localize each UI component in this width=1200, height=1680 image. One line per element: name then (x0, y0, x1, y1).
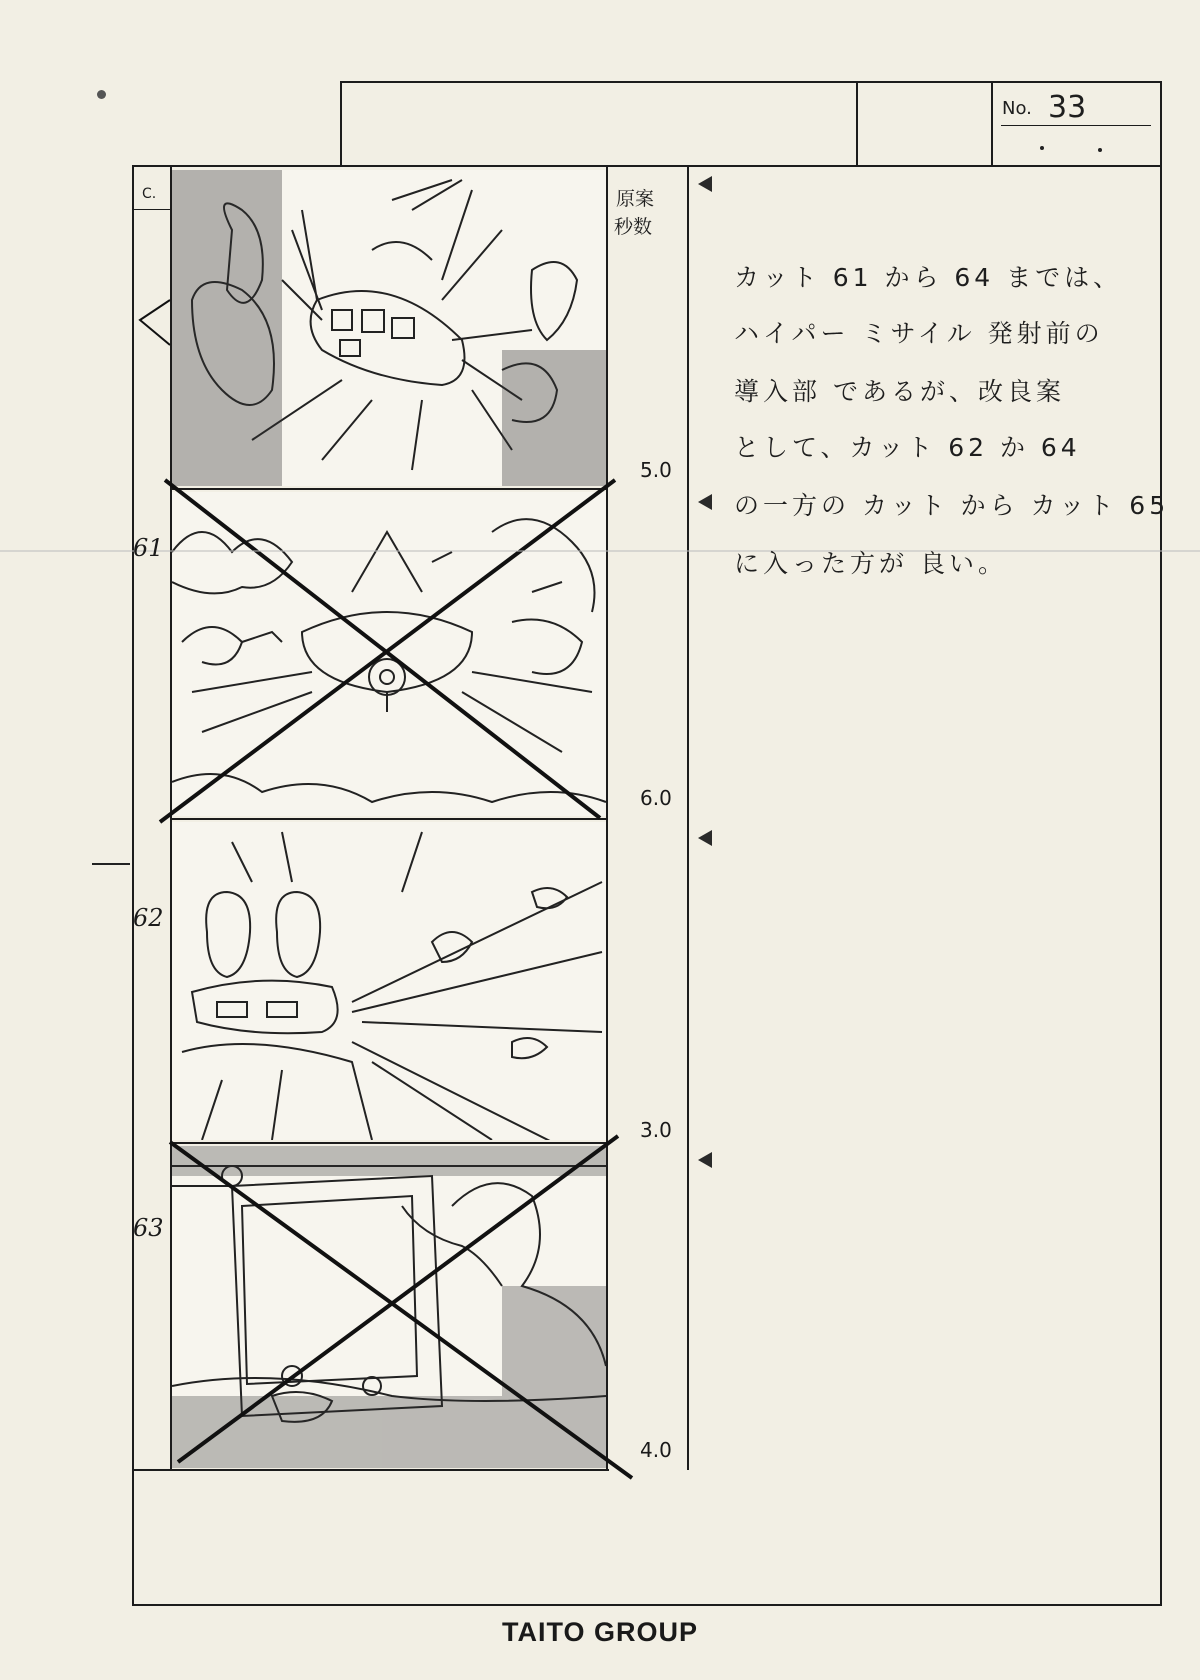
footer-brand: TAITO GROUP (501, 1617, 698, 1647)
cross-out-line (170, 1142, 632, 1478)
seconds-value: 3.0 (640, 1118, 672, 1142)
cut-start-marker (698, 1152, 712, 1168)
original-label: 原案 (616, 188, 655, 210)
cut-number-63: 63 (133, 1214, 164, 1242)
page-number-label: No. (1002, 98, 1032, 119)
note-line: の一方の カット から カット 65 (734, 491, 1170, 520)
seconds-label: 秒数 (614, 216, 653, 238)
column-c-label: C. (142, 186, 157, 202)
note-line: 導入部 であるが、改良案 (734, 377, 1065, 406)
page-number: 33 (1048, 90, 1087, 125)
cut-arrow-mark (140, 300, 170, 345)
note-line: ハイパー ミサイル 発射前の (734, 319, 1104, 348)
note-line: に入った方が 良い。 (734, 549, 1007, 578)
seconds-value: 6.0 (640, 786, 672, 810)
cut-start-marker (698, 494, 712, 510)
cross-out-line (178, 1136, 618, 1462)
seconds-value: 4.0 (640, 1438, 672, 1462)
note-line: として、カット 62 か 64 (734, 433, 1081, 462)
cut-number-62: 62 (133, 904, 164, 932)
cut-number-61: 61 (133, 534, 164, 562)
cut-start-marker (698, 176, 712, 192)
seconds-value: 5.0 (640, 458, 672, 482)
cut-start-marker (698, 830, 712, 846)
note-line: カット 61 から 64 までは、 (734, 263, 1123, 292)
